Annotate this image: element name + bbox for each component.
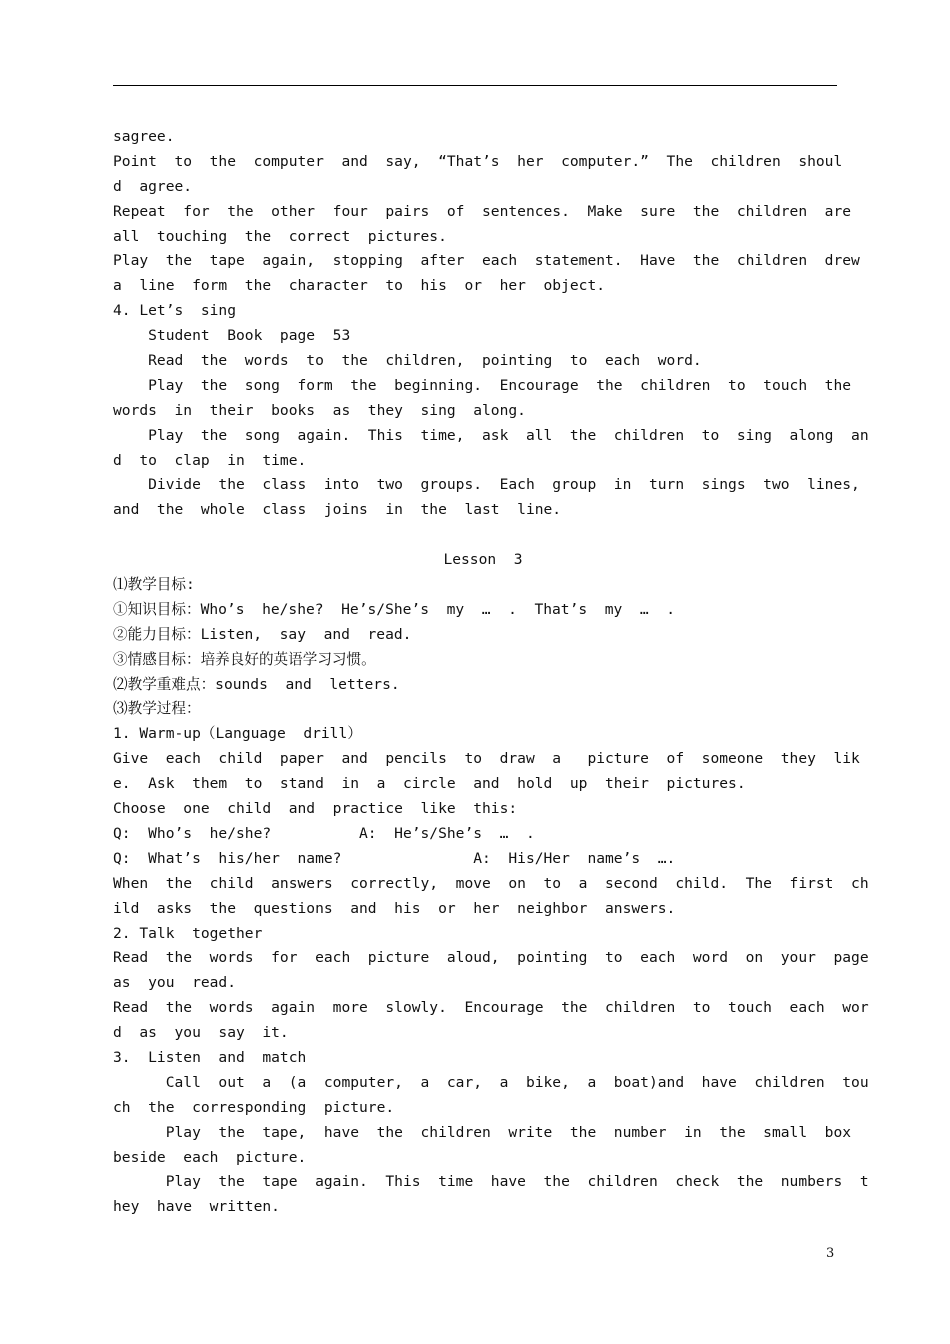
text-line: d agree. [113, 177, 193, 195]
text-line: sagree. [113, 128, 175, 145]
text-line: as you read. [113, 974, 237, 992]
text-line: Read the words again more slowly. Encourage the children to touch each wor [113, 999, 869, 1017]
text-line: Play the tape again. This time have the children check the numbers t [113, 1173, 869, 1191]
text-line: Give each child paper and pencils to draw a picture of someone they lik [113, 750, 860, 768]
section-heading: 1. Warm-up（Language drill） [113, 725, 362, 743]
text-line: ①知识目标：Who’s he/she? He’s/She’s my … . That’s my … . [113, 600, 676, 618]
text-line: hey have written. [113, 1198, 280, 1216]
text-line: Read the words for each picture aloud, pointing to each word on your page [113, 949, 869, 967]
text-line: Point to the computer and say, “That’s her computer.” The children shoul [113, 152, 843, 170]
text-line: e. Ask them to stand in a circle and hold up their pictures. [113, 775, 746, 793]
section-heading: 2. Talk together [113, 924, 263, 942]
text-line: a line form the character to his or her object. [113, 277, 606, 295]
section-heading: 4. Let’s sing [113, 302, 237, 320]
text-line: Play the tape again, stopping after each statement. Have the children drew [113, 252, 860, 270]
page-number: 3 [826, 1246, 835, 1261]
lesson-title: Lesson 3 [443, 551, 523, 569]
text-line: words in their books as they sing along. [113, 401, 526, 419]
body-text [113, 125, 869, 1220]
dialogue-line: Q: What’s his/her name? A: His/Her name’s …. [113, 849, 676, 867]
text-line: ild asks the questions and his or her neighbor answers. [113, 899, 676, 917]
text-line: Divide the class into two groups. Each group in turn sings two lines, [113, 476, 860, 494]
text-line: Repeat for the other four pairs of sentences. Make sure the children are [113, 202, 852, 220]
text-line: Student Book page 53 [113, 327, 351, 345]
dialogue-line: Q: Who’s he/she? A: He’s/She’s … . [113, 824, 535, 842]
text-line: beside each picture. [113, 1148, 307, 1166]
text-line: ⑶教学过程： [113, 700, 201, 718]
text-line: d as you say it. [113, 1024, 289, 1042]
text-line: When the child answers correctly, move on to a second child. The first ch [113, 874, 869, 892]
text-line: ⑵教学重难点：sounds and letters. [113, 675, 400, 693]
section-heading: 3. Listen and match [113, 1048, 307, 1066]
text-line: Play the song again. This time, ask all the children to sing along an [113, 426, 869, 444]
text-line: all touching the correct pictures. [113, 227, 447, 245]
text-line: Choose one child and practice like this: [113, 800, 518, 818]
text-line: d to clap in time. [113, 451, 307, 469]
text-line: Play the tape, have the children write the number in the small box [113, 1123, 852, 1141]
text-line: ⑴教学目标: [113, 576, 195, 594]
header-rule [113, 85, 837, 86]
text-line: Read the words to the children, pointing to each word. [113, 352, 702, 370]
text-line: Play the song form the beginning. Encourage the children to touch the [113, 376, 852, 394]
text-line: ②能力目标：Listen, say and read. [113, 625, 412, 643]
text-line: ③情感目标：培养良好的英语学习习惯。 [113, 650, 376, 668]
blank-line [113, 523, 843, 548]
text-line: and the whole class joins in the last line. [113, 501, 562, 519]
text-line: ch the corresponding picture. [113, 1098, 395, 1116]
text-line: Call out a (a computer, a car, a bike, a boat)and have children tou [113, 1073, 869, 1091]
